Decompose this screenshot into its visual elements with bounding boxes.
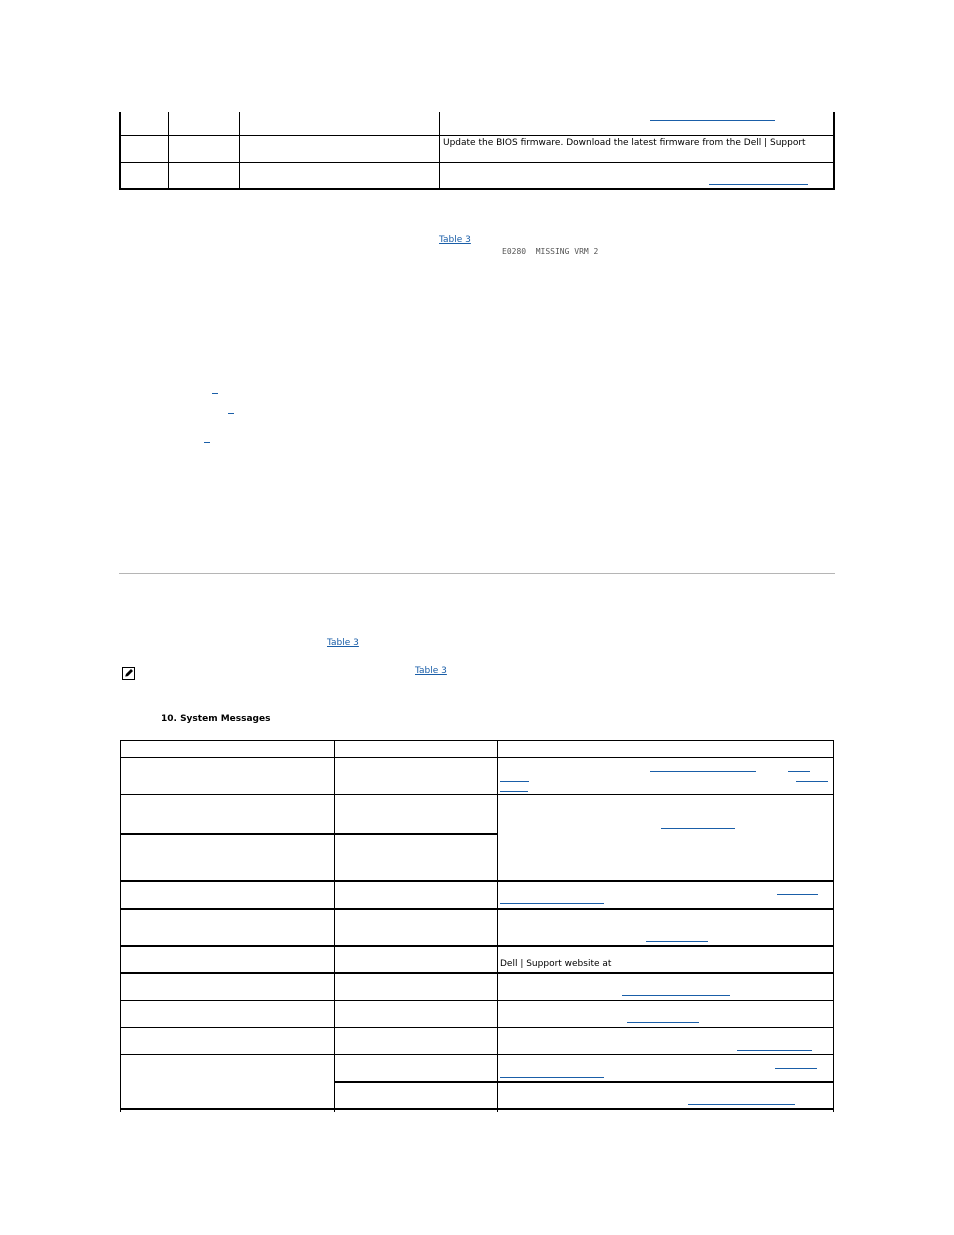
table-cell: Update the BIOS firmware. Download the latest firmware from the Dell | Support <box>443 138 806 148</box>
table-border <box>119 162 835 163</box>
link-underline[interactable] <box>650 120 775 121</box>
link-underline[interactable] <box>622 995 730 996</box>
link-underline[interactable] <box>500 1077 604 1078</box>
table-border <box>120 972 834 974</box>
table-border <box>119 135 835 136</box>
table-border <box>120 945 834 947</box>
table-border <box>120 1027 834 1028</box>
link-underline[interactable] <box>646 941 708 942</box>
table-border <box>120 1000 834 1001</box>
table-border <box>120 794 834 795</box>
table-border <box>439 112 440 190</box>
link-underline[interactable] <box>500 903 604 904</box>
table-3-link[interactable]: Table 3 <box>327 638 359 648</box>
table-border <box>120 740 834 741</box>
table-3-link[interactable]: Table 3 <box>415 666 447 676</box>
link-underline[interactable] <box>500 791 528 792</box>
link-underline[interactable] <box>627 1022 699 1023</box>
table-border <box>334 1081 834 1083</box>
table-border <box>120 1054 834 1055</box>
note-pencil-icon <box>122 667 135 680</box>
link-underline[interactable] <box>788 771 810 772</box>
table-border <box>168 112 169 190</box>
table-border <box>833 112 835 190</box>
table-border <box>833 740 834 1112</box>
link-underline[interactable] <box>228 413 234 414</box>
table-border <box>120 740 121 1112</box>
table-cell: Dell | Support website at <box>500 959 612 969</box>
table-border <box>334 740 335 1112</box>
link-underline[interactable] <box>650 771 756 772</box>
link-underline[interactable] <box>775 1068 817 1069</box>
link-underline[interactable] <box>796 781 828 782</box>
table-border <box>120 757 834 758</box>
table-border <box>120 1108 834 1110</box>
table-border <box>120 833 498 835</box>
link-underline[interactable] <box>777 894 818 895</box>
table-border <box>119 112 121 190</box>
error-code: E0280 MISSING VRM 2 <box>502 247 599 256</box>
link-underline[interactable] <box>212 393 218 394</box>
section-heading: 10. System Messages <box>161 714 271 724</box>
section-divider <box>119 573 835 574</box>
link-underline[interactable] <box>500 781 529 782</box>
link-underline[interactable] <box>709 184 808 185</box>
link-underline[interactable] <box>737 1050 812 1051</box>
table-border <box>120 908 834 910</box>
table-border <box>239 112 240 190</box>
link-underline[interactable] <box>688 1104 795 1105</box>
link-underline[interactable] <box>661 828 735 829</box>
table-border <box>119 188 835 190</box>
table-border <box>120 880 834 882</box>
table-3-link[interactable]: Table 3 <box>439 235 471 245</box>
table-border <box>497 740 498 1112</box>
link-underline[interactable] <box>204 442 210 443</box>
